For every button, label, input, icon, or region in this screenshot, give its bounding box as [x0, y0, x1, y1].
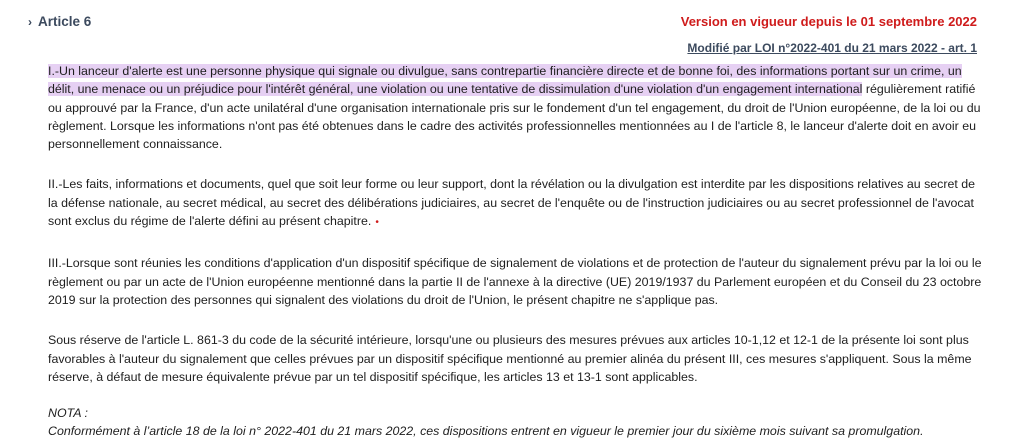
paragraph-ii-text: II.-Les faits, informations et documents, quel que soit leur forme ou leur support, dont la révélation ou la divulgation est interdite par les dispositions relatives au secret de la défense nationale, au secret médical, au secret des délibérations judiciaires, au secret de l'enquête ou de l'instruction judiciaires ou au secret professionnel de l'avocat sont exclus du régime de l'alerte défini au présent chapitre. [48, 177, 976, 229]
nota-block [48, 404, 983, 441]
paragraph-ii [48, 175, 983, 232]
paragraph-i-rest: régulièrement ratifié ou approuvé par la France, d'un acte unilatéral d'une organisation internationale pris sur le fondement d'un tel engagement, du droit de l'Union européenne, de la loi ou du règlement. Lorsque les informations n'ont pas été obtenues dans le cadre des activités professionnelles mentionnées au I de l'article 8, le lanceur d'alerte doit en avoir eu personnellement connaissance. [48, 82, 981, 152]
paragraph-reserve: Sous réserve de l'article L. 861-3 du code de la sécurité intérieure, lorsqu'une ou plusieurs des mesures prévues aux articles 10-1,12 et 12-1 de la présente loi sont plus favorables à l'auteur du signalement que celles prévues par un dispositif spécifique mentionné au premier alinéa du présent III, ces mesures s'appliquent. Sous la même réserve, à défaut de mesure équivalente prévue par un tel dispositif spécifique, les articles 13 et 13-1 sont applicables. [48, 333, 972, 384]
paragraph-i [48, 62, 983, 153]
article-header [28, 14, 977, 34]
article-toggle[interactable] [28, 14, 91, 29]
red-dot-marker: • [375, 217, 379, 229]
modified-by-link[interactable]: Modifié par LOI n°2022-401 du 21 mars 2022 - art. 1 [687, 41, 977, 55]
paragraph-iii: III.-Lorsque sont réunies les conditions d'application d'un dispositif spécifique de signalement de violations et de protection de l'auteur du signalement prévu par la loi ou le règlement ou par un acte de l'Union européenne mentionné dans la partie II de l'annexe à la directive (UE) 2019/1937 du Parlement européen et du Conseil du 23 octobre 2019 sur la protection des personnes qui signalent des violations du droit de l'Union, le présent chapitre ne s'applique pas. [48, 256, 982, 307]
chevron-right-icon: › [28, 14, 32, 29]
nota-label: NOTA : [48, 406, 88, 421]
version-status: Version en vigueur depuis le 01 septembre 2022 [680, 14, 977, 29]
nota-text: Conformément à l’article 18 de la loi n° 2022-401 du 21 mars 2022, ces dispositions entrent en vigueur le premier jour du sixième mois suivant sa promulgation. [48, 424, 924, 439]
article-title: Article 6 [38, 14, 92, 29]
article-body [48, 62, 983, 441]
selected-text: I.-Un lanceur d'alerte est une personne physique qui signale ou divulgue, sans contrepartie financière directe et de bonne foi, des informations portant sur un crime, un délit, une menace ou un préjudice pour l'intérêt général, une violation ou une tentative de dissimulation d'une violation d'un engagement international [48, 64, 962, 97]
